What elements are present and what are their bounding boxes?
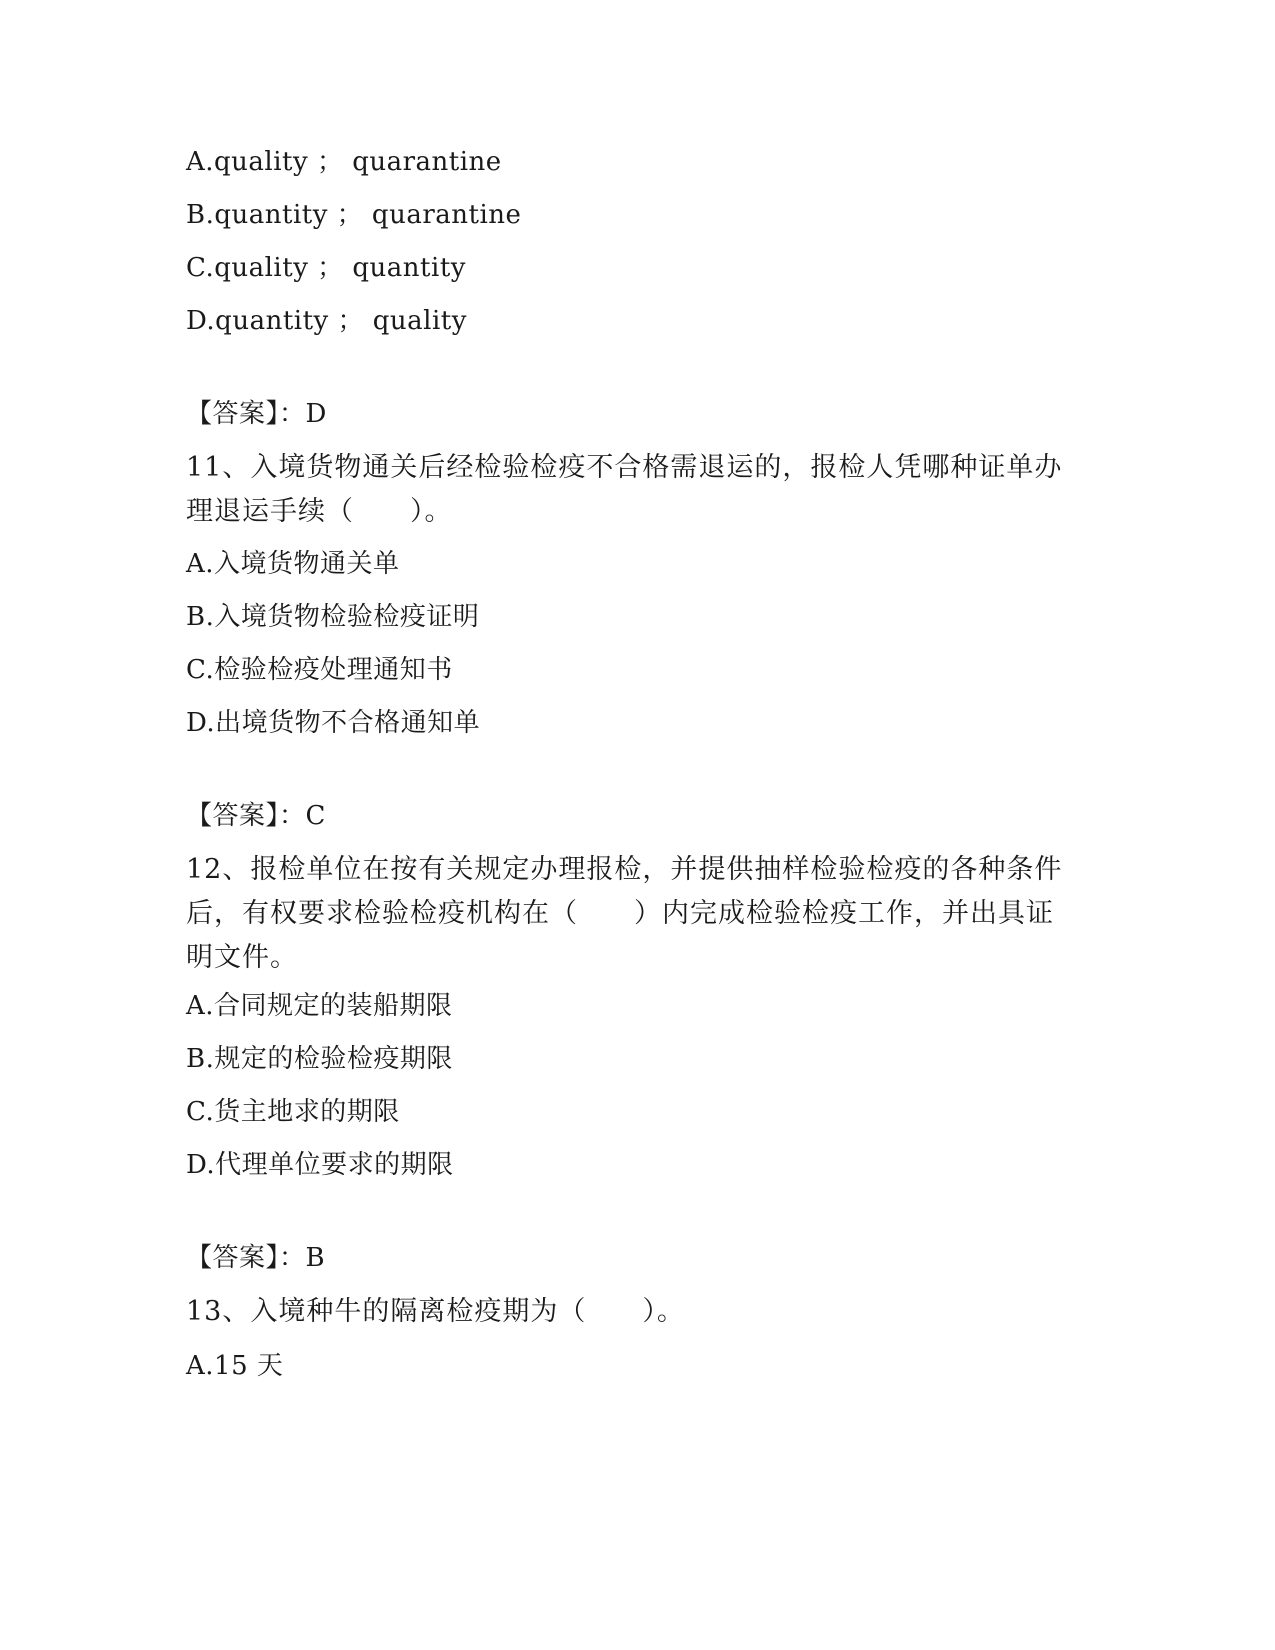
question-12-text: 12、报检单位在按有关规定办理报检，并提供抽样检验检疫的各种条件后，有权要求检验检疫机构在（ ）内完成检验检疫工作，并出具证明文件。 [186,854,1063,973]
q12-answer: 【答案】：B [186,1243,326,1273]
question-13-text: 13、入境种牛的隔离检疫期为（ ）。 [186,1296,685,1327]
q11-option-c: C.检验检疫处理通知书 [186,655,453,685]
q11-answer: 【答案】：C [186,801,326,831]
option-a: A.quality ； quarantine [186,147,502,177]
q13-option-a: A.15 天 [186,1351,284,1381]
q11-option-b: B.入境货物检验检疫证明 [186,602,480,632]
q12-option-b: B.规定的检验检疫期限 [186,1044,453,1074]
q12-option-a: A.合同规定的装船期限 [186,991,453,1021]
option-c: C.quality ； quantity [186,253,466,283]
question-11-text: 11、入境货物通关后经检验检疫不合格需退运的，报检人凭哪种证单办理退运手续（ ）。 [186,452,1063,527]
option-b: B.quantity ； quarantine [186,200,522,230]
q11-option-a: A.入境货物通关单 [186,549,400,579]
option-d: D.quantity ； quality [186,306,467,336]
answer-line: 【答案】：D [186,399,327,429]
q12-option-c: C.货主地求的期限 [186,1097,400,1127]
q11-option-d: D.出境货物不合格通知单 [186,708,481,738]
q12-option-d: D.代理单位要求的期限 [186,1150,454,1180]
